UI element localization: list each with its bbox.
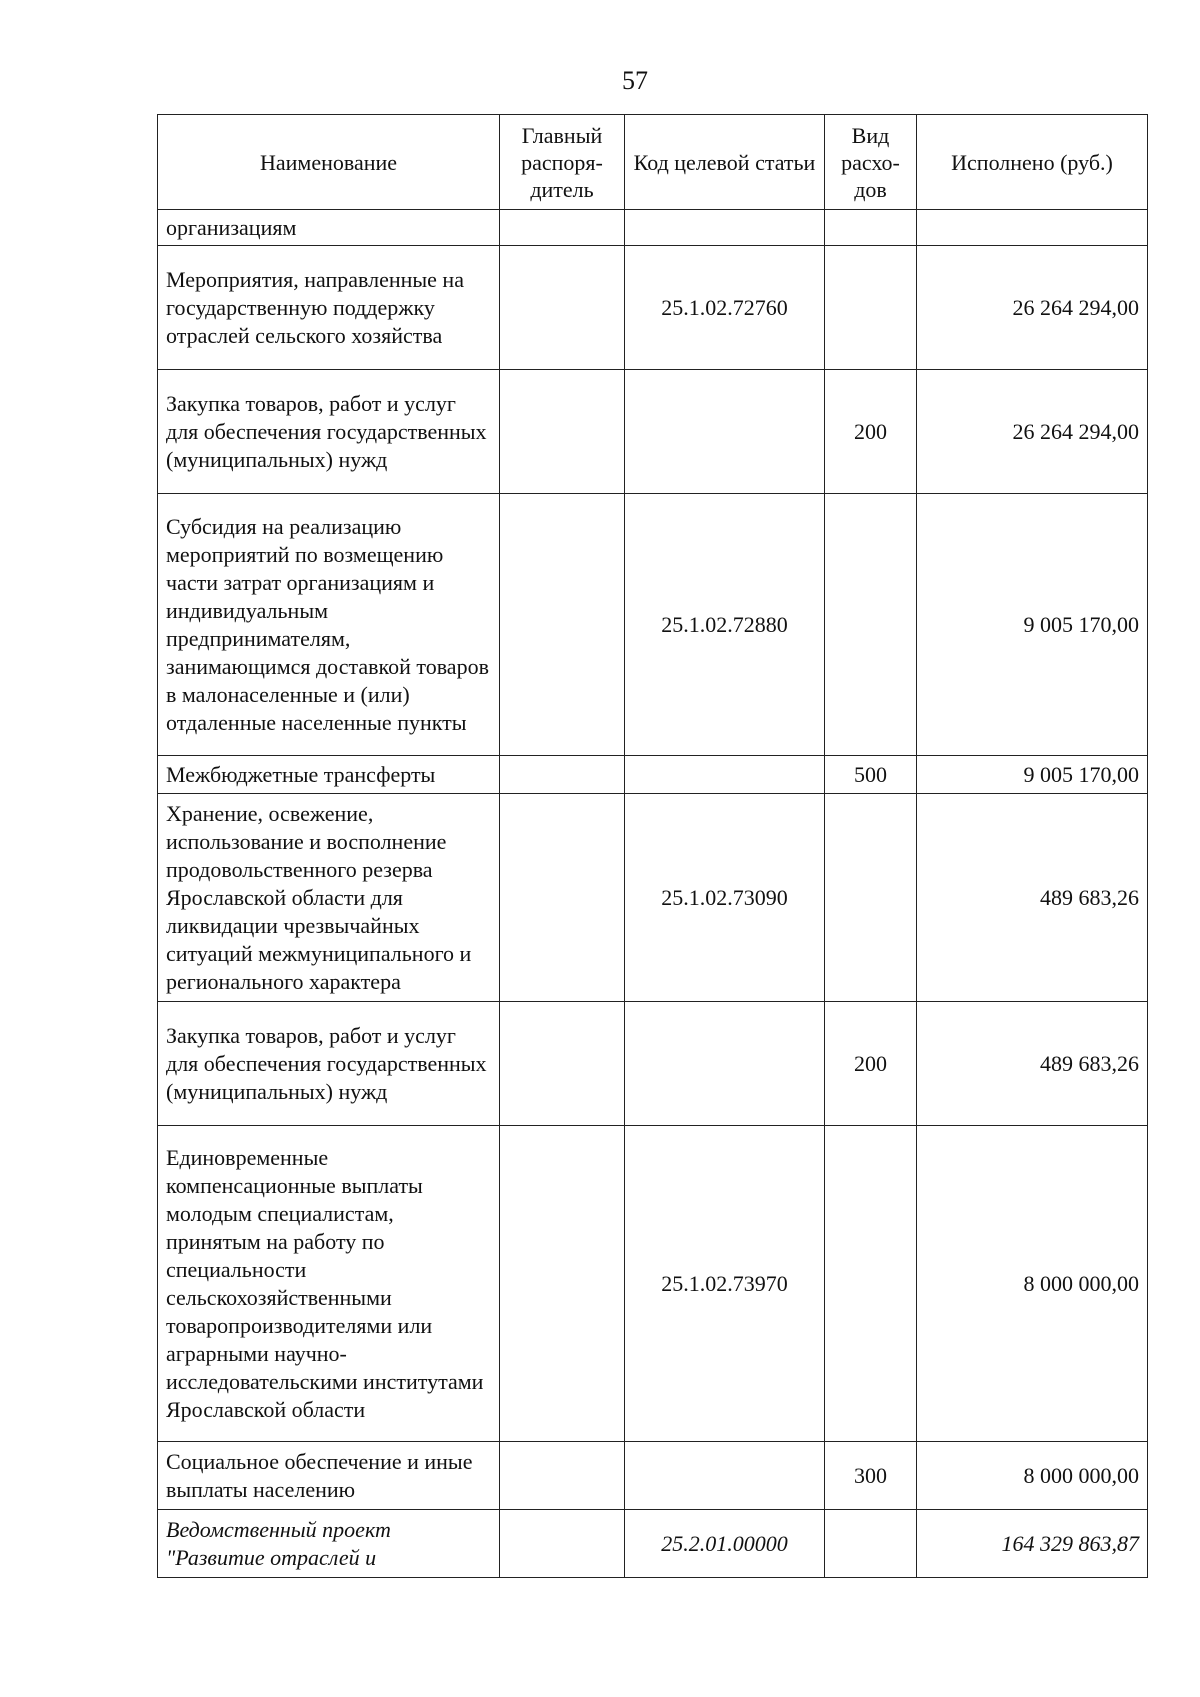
table-row [158,210,1148,246]
cell-name: Ведомственный проект "Развитие отраслей и [158,1510,500,1578]
cell-name: Единовременные компенсационные выплаты молодым специалистам, принятым на работу по специальности сельскохозяйственными товаропроизводителями или аграрными научно-исследовательскими институтами Ярославской области [158,1126,500,1442]
cell-type: 200 [825,370,917,494]
cell-name: Хранение, освежение, использование и восполнение продовольственного резерва Ярославской области для ликвидации чрезвычайных ситуаций межмуниципального и регионального характера [158,794,500,1002]
cell-executed: 8 000 000,00 [917,1442,1148,1510]
table-row [158,246,1148,370]
cell-code [625,1442,825,1510]
table-row [158,1510,1148,1578]
cell-type [825,246,917,370]
cell-executed: 489 683,26 [917,1002,1148,1126]
cell-executed: 8 000 000,00 [917,1126,1148,1442]
cell-main [500,210,625,246]
cell-code: 25.1.02.72760 [625,246,825,370]
cell-code [625,210,825,246]
table-row [158,370,1148,494]
cell-name: организациям [158,210,500,246]
cell-executed: 164 329 863,87 [917,1510,1148,1578]
cell-executed: 9 005 170,00 [917,756,1148,794]
cell-code [625,756,825,794]
cell-code: 25.1.02.73970 [625,1126,825,1442]
cell-code: 25.1.02.73090 [625,794,825,1002]
cell-main [500,756,625,794]
cell-code: 25.2.01.00000 [625,1510,825,1578]
cell-main [500,370,625,494]
header-target-code: Код целевой статьи [625,115,825,210]
table-row [158,1442,1148,1510]
cell-type [825,1126,917,1442]
cell-main [500,1510,625,1578]
cell-main [500,1002,625,1126]
table-row [158,794,1148,1002]
cell-name: Межбюджетные трансферты [158,756,500,794]
header-name: Наименование [158,115,500,210]
cell-type: 500 [825,756,917,794]
table-row [158,1126,1148,1442]
cell-type [825,1510,917,1578]
cell-type [825,494,917,756]
cell-executed: 26 264 294,00 [917,370,1148,494]
cell-main [500,1126,625,1442]
cell-name: Субсидия на реализацию мероприятий по возмещению части затрат организациям и индивидуальным предпринимателям, занимающимся доставкой товаров в малонаселенные и (или) отдаленные населенные пункты [158,494,500,756]
cell-type [825,210,917,246]
cell-main [500,1442,625,1510]
cell-name: Мероприятия, направленные на государственную поддержку отраслей сельского хозяйства [158,246,500,370]
cell-main [500,246,625,370]
cell-name: Социальное обеспечение и иные выплаты населению [158,1442,500,1510]
cell-code [625,370,825,494]
cell-executed: 9 005 170,00 [917,494,1148,756]
cell-type [825,794,917,1002]
table-row [158,494,1148,756]
header-executed: Исполнено (руб.) [917,115,1148,210]
cell-code: 25.1.02.72880 [625,494,825,756]
cell-executed: 26 264 294,00 [917,246,1148,370]
header-main-manager: Главный распоря-дитель [500,115,625,210]
cell-main [500,494,625,756]
cell-code [625,1002,825,1126]
table-row [158,1002,1148,1126]
table-header-row [158,115,1148,210]
cell-type: 300 [825,1442,917,1510]
page-number: 57 [622,66,648,95]
cell-main [500,794,625,1002]
cell-executed [917,210,1148,246]
table-row [158,756,1148,794]
cell-executed: 489 683,26 [917,794,1148,1002]
cell-name: Закупка товаров, работ и услуг для обеспечения государственных (муниципальных) нужд [158,370,500,494]
header-expense-type: Вид расхо-дов [825,115,917,210]
cell-name: Закупка товаров, работ и услуг для обеспечения государственных (муниципальных) нужд [158,1002,500,1126]
cell-type: 200 [825,1002,917,1126]
budget-execution-table [157,114,1148,1578]
